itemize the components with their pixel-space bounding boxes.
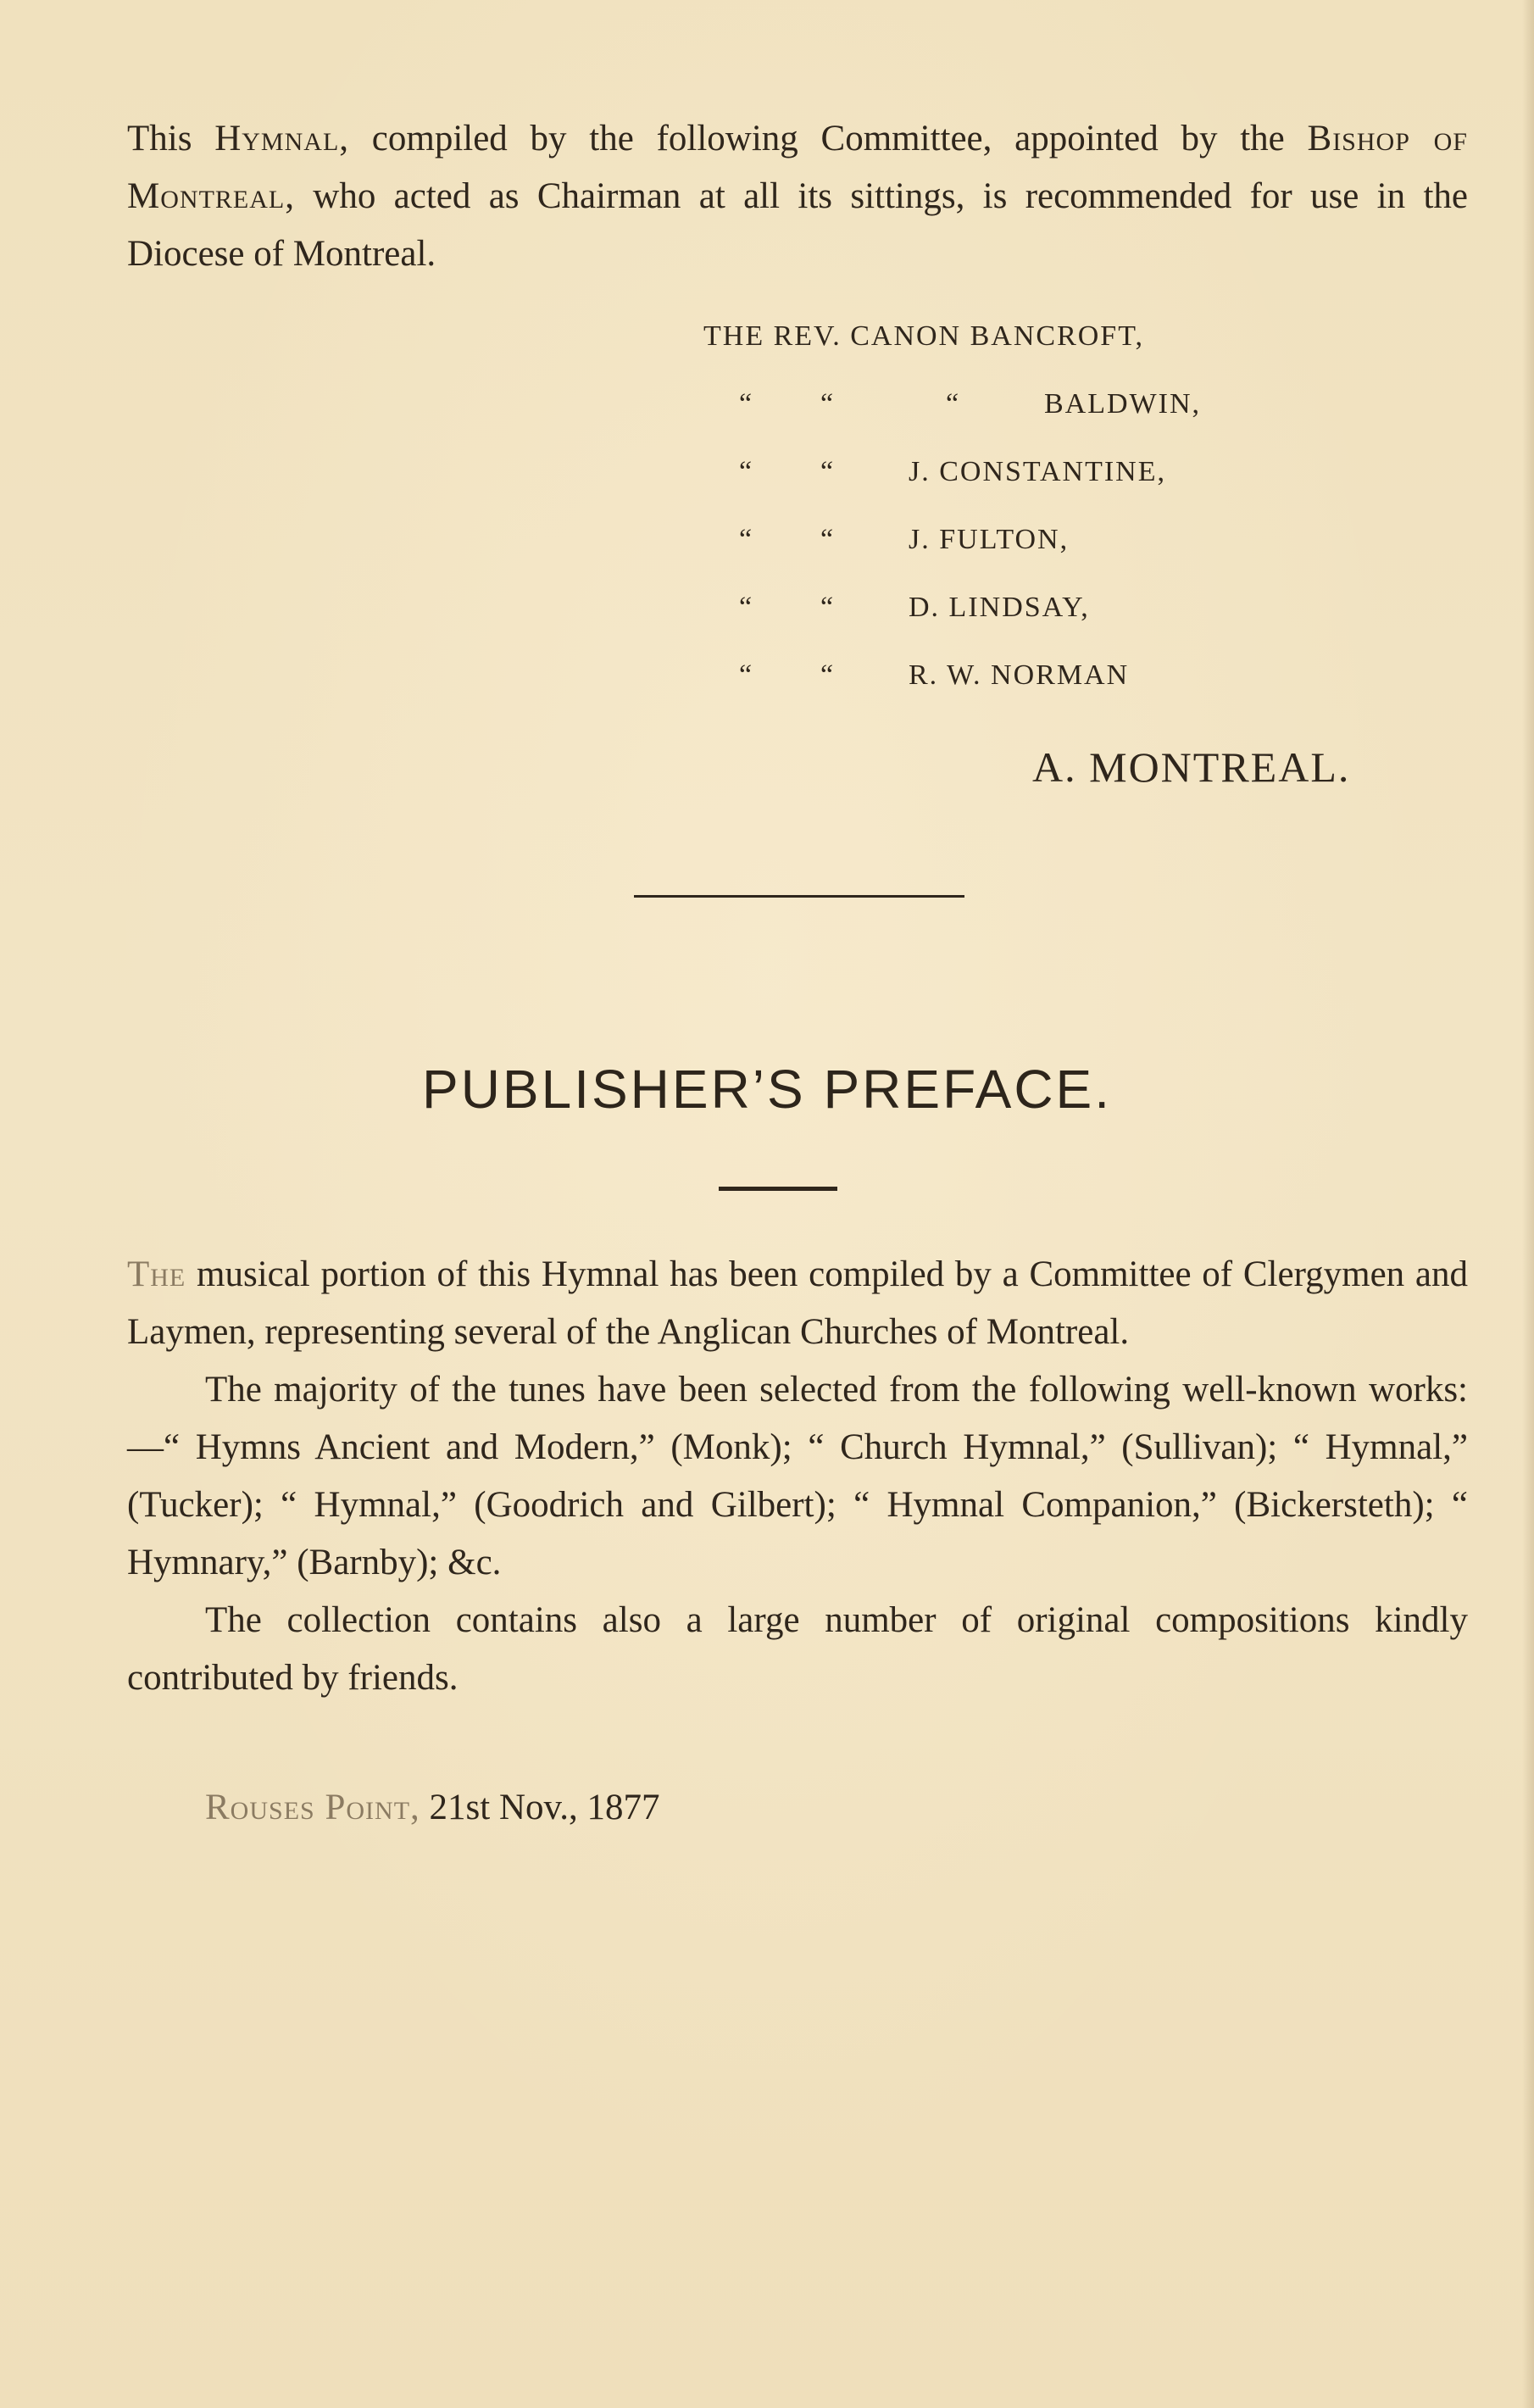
section-divider-rule [634,895,964,898]
ditto-mark: “ [820,524,836,555]
committee-row [695,524,1288,592]
committee-member: D. LINDSAY, [909,592,1090,623]
committee-row [695,592,1288,659]
committee-member: BALDWIN, [1044,388,1202,420]
committee-row-title [695,320,1288,388]
ditto-mark: “ [739,388,754,420]
ditto-mark: “ [820,592,836,623]
page-title: PUBLISHER’S PREFACE. [422,1059,1112,1120]
committee-member: J. FULTON, [909,524,1070,555]
dateline-place: Rouses Point, [205,1788,420,1827]
intro-bishop: Bishop of Montreal, [127,119,1468,216]
ditto-mark: “ [946,388,961,420]
preface-text: musical portion of this Hymnal has been compiled by a Committee of Clergymen and Laymen, representing several of the Anglican Churches of Montreal. [127,1254,1468,1352]
ditto-mark: “ [820,388,836,420]
ditto-mark: “ [739,456,754,487]
bishop-signature: A. MONTREAL. [1032,743,1351,791]
committee-intro-paragraph [127,110,1468,283]
page-edge-shadow [1522,0,1534,2408]
intro-text-1: compiled by the following Committee, appointed by the [349,119,1308,158]
ditto-mark: “ [820,659,836,691]
ditto-mark: “ [739,524,754,555]
intro-word-this: This [127,119,192,158]
ditto-mark: “ [820,456,836,487]
committee-row [695,659,1288,727]
committee-row [695,388,1288,456]
preface-lead-word: The [127,1254,186,1294]
committee-row [695,456,1288,524]
preface-paragraph [127,1246,1468,1361]
committee-list [695,320,1288,727]
committee-title: THE REV. CANON BANCROFT, [703,320,1144,352]
preface-dateline [205,1787,659,1828]
ditto-mark: “ [739,659,754,691]
intro-text-2: who acted as Chairman at all its sittings, is recommended for use in the Diocese of Montreal. [127,176,1468,274]
intro-word-hymnal: Hymnal, [214,119,350,158]
committee-member: R. W. NORMAN [909,659,1130,691]
preface-paragraph: The majority of the tunes have been selected from the following well-known works:—“ Hymns Ancient and Modern,” (Monk); “ Church Hymnal,” (Sullivan); “ Hymnal,” (Tucker); “ Hymnal,” (Goodrich and Gilbert); “ Hymnal Companion,” (Bickersteth); “ Hymnary,” (Barnby); &c. [127,1370,1468,1582]
heading-underline-rule [719,1187,837,1191]
preface-paragraph: The collection contains also a large number of original compositions kindly contributed by friends. [127,1600,1468,1698]
preface-body [127,1246,1468,1707]
ditto-mark: “ [739,592,754,623]
committee-member: J. CONSTANTINE, [909,456,1166,487]
dateline-date: 21st Nov., 1877 [420,1788,660,1827]
